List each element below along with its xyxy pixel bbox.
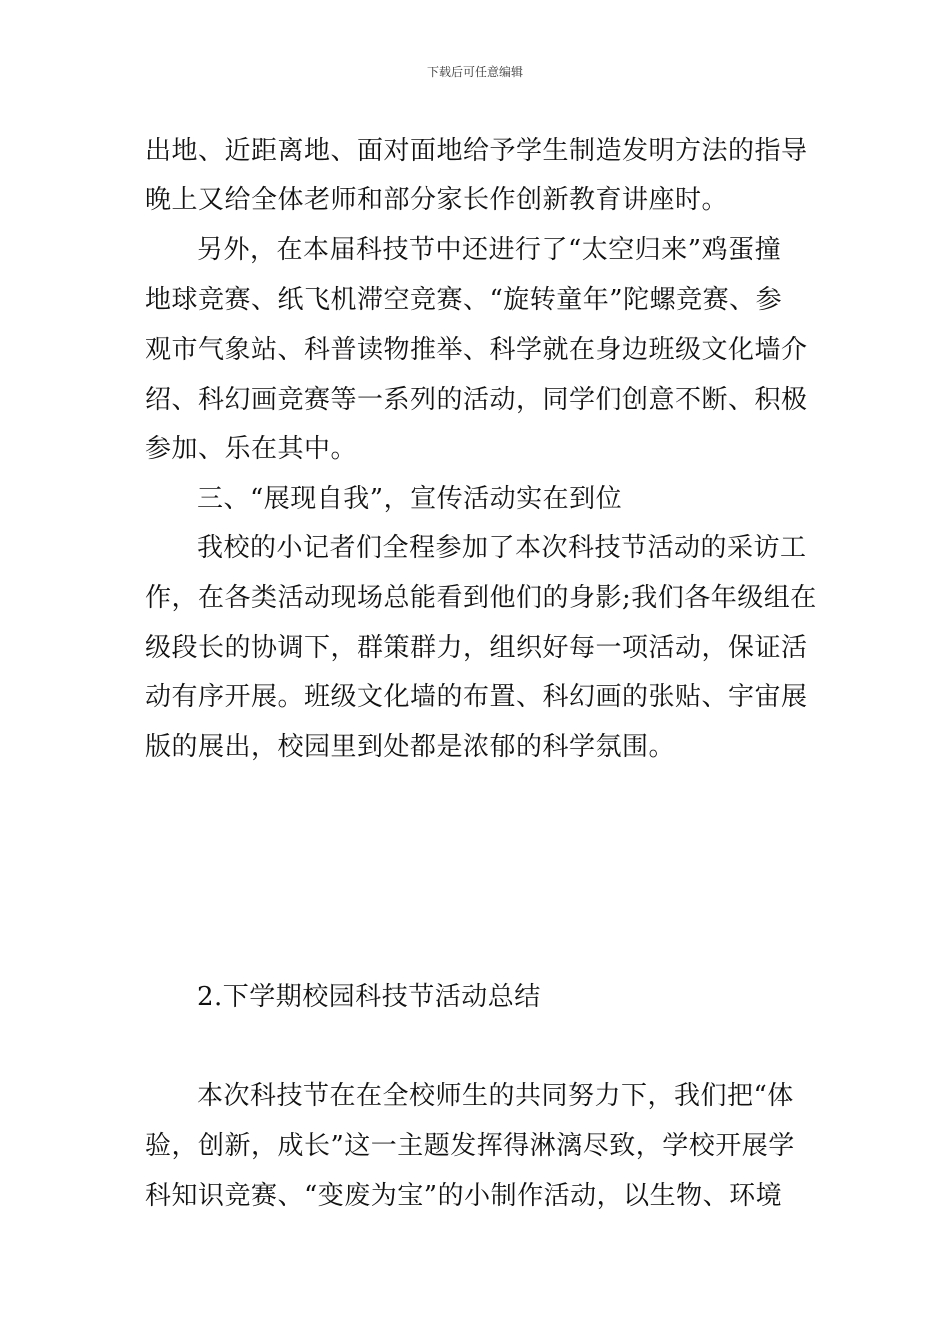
article-title: 2.下学期校园科技节活动总结 (197, 982, 541, 1012)
paragraph-line: 另外，在本届科技节中还进行了“太空归来”鸡蛋撞 (197, 235, 782, 265)
text-line: 出地、近距离地、面对面地给予学生制造发明方法的指导 (145, 136, 808, 166)
text-line: 晚上又给全体老师和部分家长作创新教育讲座时。 (145, 185, 729, 215)
text-line: 观市气象站、科普读物推举、科学就在身边班级文化墙介 (145, 335, 808, 365)
paragraph-line: 我校的小记者们全程参加了本次科技节活动的采访工 (197, 533, 807, 563)
text-line: 科知识竞赛、“变废为宝”的小制作活动，以生物、环境 (145, 1181, 783, 1211)
page-header: 下载后可任意编辑 (426, 65, 523, 79)
text-line: 级段长的协调下，群策群力，组织好每一项活动，保证活 (145, 633, 808, 663)
paragraph-line: 本次科技节在在全校师生的共同努力下，我们把“体 (197, 1081, 794, 1111)
text-line: 参加、乐在其中。 (145, 434, 358, 464)
text-line: 动有序开展。班级文化墙的布置、科幻画的张贴、宇宙展 (145, 682, 808, 712)
text-line: 地球竞赛、纸飞机滞空竞赛、“旋转童年”陀螺竞赛、参 (145, 285, 783, 315)
section-heading: 三、“展现自我”，宣传活动实在到位 (197, 484, 623, 514)
text-line: 作，在各类活动现场总能看到他们的身影;我们各年级组在 (145, 583, 817, 613)
text-line: 验，创新，成长”这一主题发挥得淋漓尽致，学校开展学 (145, 1131, 795, 1161)
text-line: 绍、科幻画竞赛等一系列的活动，同学们创意不断、积极 (145, 385, 808, 415)
text-line: 版的展出，校园里到处都是浓郁的科学氛围。 (145, 732, 676, 762)
